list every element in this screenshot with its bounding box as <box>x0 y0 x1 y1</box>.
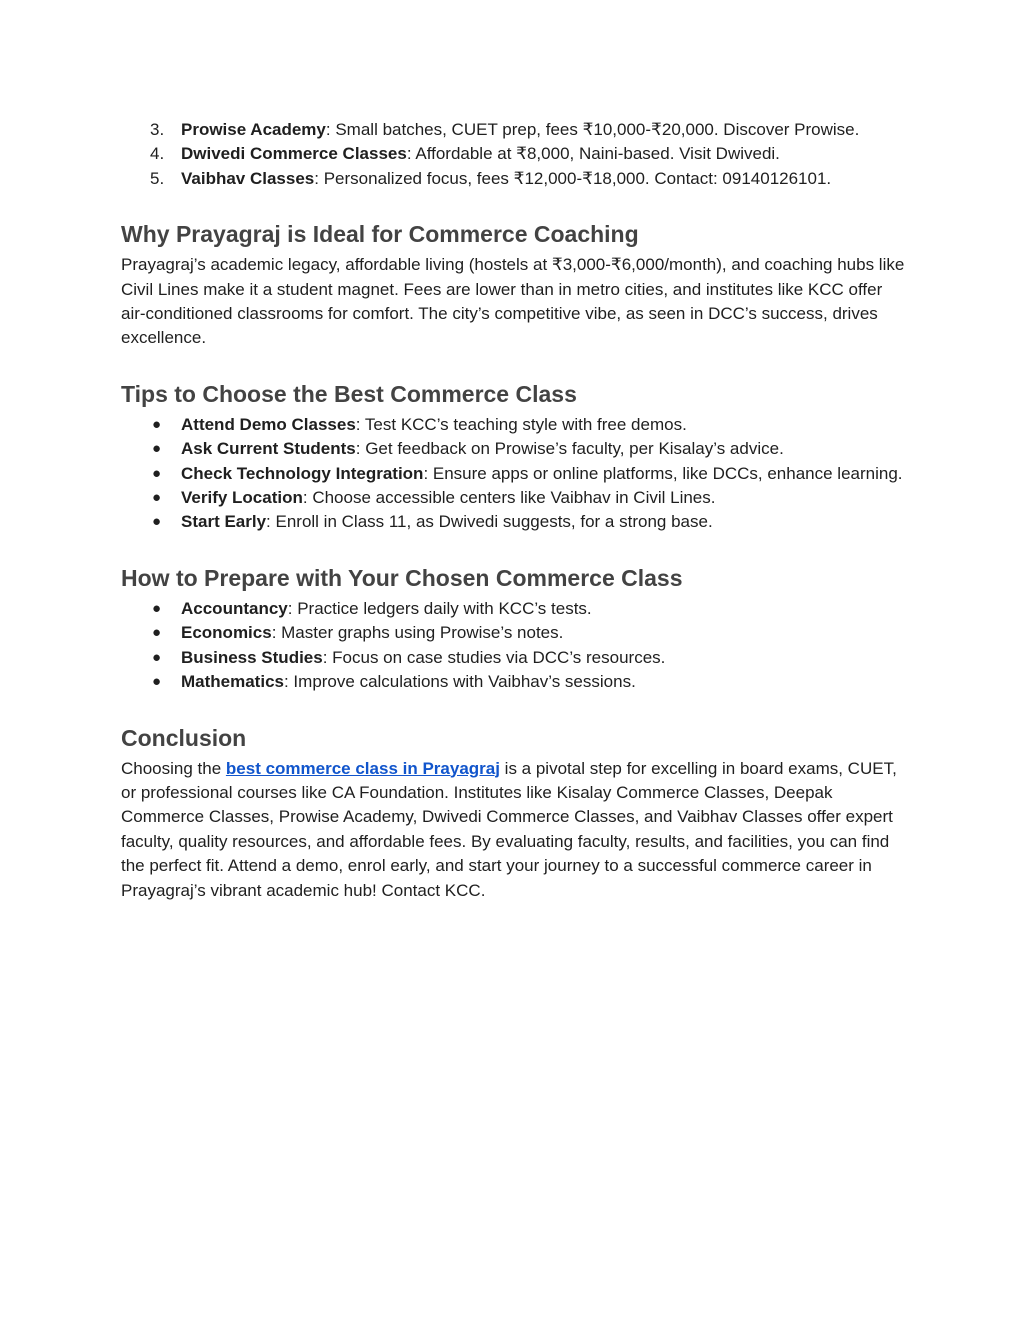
bullet-icon: ● <box>152 624 162 642</box>
bullet-icon: ● <box>152 513 162 531</box>
institute-description: : Small batches, CUET prep, fees ₹10,000-₹20,000. Discover Prowise. <box>325 120 860 139</box>
bullet-icon: ● <box>152 440 162 458</box>
subject-label: Accountancy <box>181 598 288 618</box>
list-item <box>121 142 911 166</box>
best-commerce-class-link[interactable]: best commerce class in Prayagraj <box>225 758 500 778</box>
tip-text: : Choose accessible centers like Vaibhav in Civil Lines. <box>302 488 716 508</box>
bullet-icon: ● <box>152 648 162 666</box>
section-heading: Why Prayagraj is Ideal for Commerce Coaching <box>121 221 639 248</box>
subject-label: Mathematics <box>181 672 284 692</box>
subject-text: : Practice ledgers daily with KCC’s tests. <box>287 598 592 618</box>
institutes-numbered-list <box>121 118 911 191</box>
tip-label: Check Technology Integration <box>181 463 424 483</box>
list-item <box>121 118 911 142</box>
subject-text: : Focus on case studies via DCC’s resources. <box>322 647 666 667</box>
tip-text: : Get feedback on Prowise’s faculty, per Kisalay’s advice. <box>355 439 784 459</box>
list-item <box>121 670 911 694</box>
tip-text: : Enroll in Class 11, as Dwivedi suggests, for a strong base. <box>266 512 713 532</box>
subject-label: Business Studies <box>181 647 323 667</box>
list-item <box>121 486 911 510</box>
why-prayagraj-section <box>121 219 911 351</box>
conclusion-text-start: Choosing the <box>121 758 226 778</box>
bullet-icon: ● <box>152 673 162 691</box>
list-item <box>121 621 911 645</box>
tip-label: Start Early <box>181 512 267 532</box>
institute-name: Prowise Academy <box>181 120 326 139</box>
tip-label: Attend Demo Classes <box>181 414 356 434</box>
bullet-icon: ● <box>152 464 162 482</box>
tip-label: Verify Location <box>181 488 303 508</box>
section-paragraph: Prayagraj’s academic legacy, affordable living (hostels at ₹3,000-₹6,000/month), and coaching hubs like Civil Lines make it a student magnet. Fees are lower than in metro cities, and institutes like KCC offer air-conditioned classrooms for comfort. The city’s competitive vibe, as seen in DCC’s success, drives excellence. <box>121 255 905 348</box>
conclusion-section <box>121 723 911 903</box>
section-heading: Tips to Choose the Best Commerce Class <box>121 380 577 407</box>
conclusion-text-rest: is a pivotal step for excelling in board exams, CUET, or professional courses like CA Foundation. Institutes like Kisalay Commerce Classes, Deepak Commerce Classes, Prowise Academy, Dwivedi Commerce Classes, and Vaibhav Classes offer expert faculty, quality resources, and affordable fees. By evaluating faculty, results, and facilities, you can find the perfect fit. Attend a demo, enrol early, and start your journey to a successful commerce career in Prayagraj’s vibrant academic hub! Contact KCC. <box>121 758 897 900</box>
document-page <box>121 118 911 903</box>
section-heading: How to Prepare with Your Chosen Commerce Class <box>121 564 683 591</box>
tips-bullet-list <box>121 413 911 535</box>
tip-label: Ask Current Students <box>181 439 356 459</box>
list-number: 3. <box>150 120 165 139</box>
bullet-icon: ● <box>152 489 162 507</box>
bullet-icon: ● <box>152 599 162 617</box>
list-number: 5. <box>150 168 165 188</box>
list-item <box>121 437 911 461</box>
subject-label: Economics <box>181 623 272 643</box>
section-heading: Conclusion <box>121 724 247 751</box>
list-item <box>121 167 911 191</box>
list-item <box>121 413 911 437</box>
subject-text: : Master graphs using Prowise’s notes. <box>271 623 564 643</box>
tips-section <box>121 379 911 535</box>
bullet-icon: ● <box>152 415 162 433</box>
tip-text: : Ensure apps or online platforms, like DCCs, enhance learning. <box>423 463 903 483</box>
list-item <box>121 597 911 621</box>
list-item <box>121 646 911 670</box>
prepare-bullet-list <box>121 597 911 695</box>
institute-description: : Affordable at ₹8,000, Naini-based. Visit Dwivedi. <box>406 144 780 164</box>
institute-name: Dwivedi Commerce Classes <box>181 144 407 164</box>
tip-text: : Test KCC’s teaching style with free demos. <box>355 414 687 434</box>
prepare-section <box>121 563 911 695</box>
conclusion-paragraph <box>121 757 911 903</box>
list-item <box>121 510 911 534</box>
subject-text: : Improve calculations with Vaibhav’s sessions. <box>283 672 636 692</box>
list-number: 4. <box>150 144 165 164</box>
institute-name: Vaibhav Classes <box>181 168 315 188</box>
institute-description: : Personalized focus, fees ₹12,000-₹18,000. Contact: 09140126101. <box>314 168 832 188</box>
list-item <box>121 462 911 486</box>
